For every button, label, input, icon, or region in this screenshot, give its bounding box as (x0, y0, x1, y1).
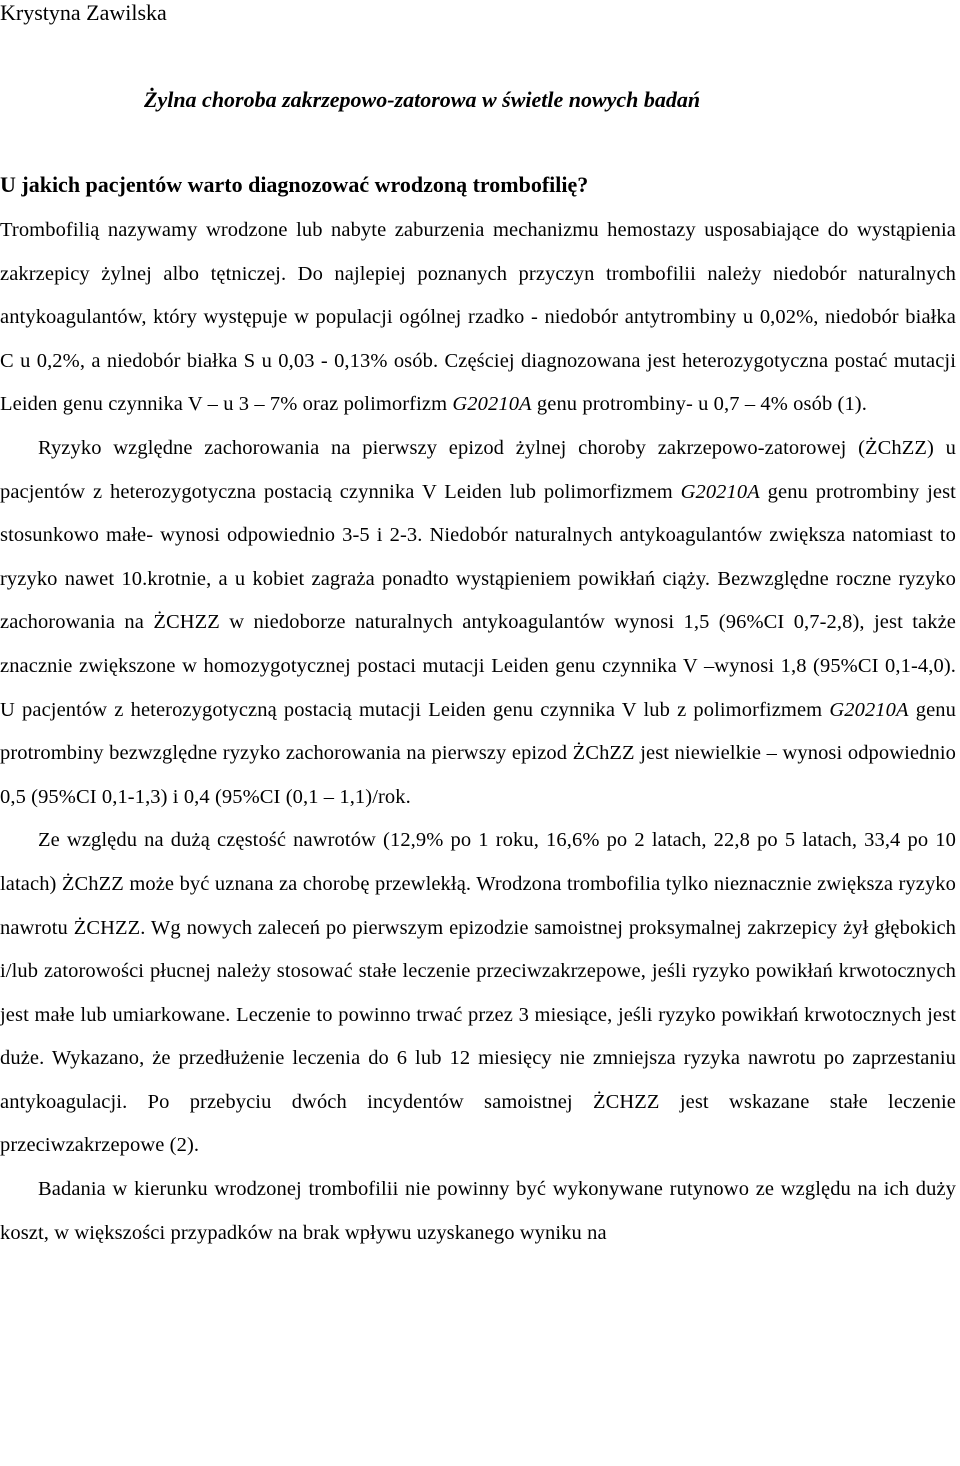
paragraph-text: Badania w kierunku wrodzonej trombofilii nie powinny być wykonywane rutynowo ze względu na ich duży koszt, w większości przypadków na brak wpływu uzyskanego wyniku na (0, 1178, 956, 1244)
paragraph-text-italic: G20210A (452, 393, 532, 416)
paragraph-text: genu protrombiny bezwzględne ryzyko zachorowania na pierwszy epizod ŻChZZ jest niewielkie – wynosi odpowiednio 0,5 (95%CI 0,1-1,3) i 0,4 (95%CI (0,1 – 1,1)/rok. (0, 698, 956, 808)
author-name: Krystyna Zawilska (0, 0, 167, 25)
paragraph-thrombophilia-definition (0, 209, 956, 427)
paragraph-text: Ryzyko względne zachorowania na pierwszy epizod żylnej choroby zakrzepowo-zatorowej (ŻChZZ) u pacjentów z heterozygotyczna postacią czynnika V Leiden lub polimorfizmem (0, 436, 956, 503)
section-question-heading: U jakich pacjentów warto diagnozować wrodzoną trombofilię? (0, 172, 589, 197)
paragraph-text-italic: G20210A (829, 698, 909, 721)
article-title: Żylna choroba zakrzepowo-zatorowa w świetle nowych badań (144, 87, 701, 112)
paragraph-text: genu protrombiny- u 0,7 – 4% osób (1). (531, 393, 867, 416)
paragraph-text: Trombofilią nazywamy wrodzone lub nabyte zaburzenia mechanizmu hemostazy usposabiające do wystąpienia zakrzepicy żylnej albo tętniczej. Do najlepiej poznanych przyczyn trombofilii należy niedobór naturalnych antykoagulantów, który występuje w populacji ogólnej rzadko - niedobór antytrombiny u 0,02%, niedobór białka C u 0,2%, a niedobór białka S u 0,03 - 0,13% osób. Częściej diagnozowana jest heterozygotyczna postać mutacji Leiden genu czynnika V – u 3 – 7% oraz polimorfizm (0, 219, 956, 416)
paragraph-testing (0, 1168, 956, 1255)
article-body (0, 209, 956, 1255)
paragraph-text: Ze względu na dużą częstość nawrotów (12,9% po 1 roku, 16,6% po 2 latach, 22,8 po 5 latach, 33,4 po 10 latach) ŻChZZ może być uznana za chorobę przewlekłą. Wrodzona trombofilia tylko nieznacznie zwiększa ryzyko nawrotu ŻCHZZ. Wg nowych zaleceń po pierwszym epizodzie samoistnej proksymalnej zakrzepicy żył głębokich i/lub zatorowości płucnej należy stosować stałe leczenie przeciwzakrzepowe, jeśli ryzyko powikłań krwotocznych jest małe lub umiarkowane. Leczenie to powinno trwać przez 3 miesiące, jeśli ryzyko powikłań krwotocznych jest duże. Wykazano, że przedłużenie leczenia do 6 lub 12 miesięcy nie zmniejsza ryzyka nawrotu po zaprzestaniu antykoagulacji. Po przebyciu dwóch incydentów samoistnej ŻCHZZ jest wskazane stałe leczenie przeciwzakrzepowe (2). (0, 829, 956, 1157)
paragraph-text: genu protrombiny jest stosunkowo małe- wynosi odpowiednio 3-5 i 2-3. Niedobór naturalnych antykoagulantów zwiększa natomiast to ryzyko nawet 10.krotnie, a u kobiet zagraża ponadto wystąpieniem powikłań ciąży. Bezwzględne roczne ryzyko zachorowania na ŻCHZZ w niedoborze naturalnych antykoagulantów wynosi 1,5 (96%CI 0,7-2,8), jest także znacznie zwiększone w homozygotycznej postaci mutacji Leiden genu czynnika V –wynosi 1,8 (95%CI 0,1-4,0). U pacjentów z heterozygotyczną postacią mutacji Leiden genu czynnika V lub z polimorfizmem (0, 480, 956, 721)
paragraph-recurrence (0, 819, 956, 1168)
paragraph-relative-risk (0, 427, 956, 819)
paragraph-text-italic: G20210A (680, 480, 760, 503)
